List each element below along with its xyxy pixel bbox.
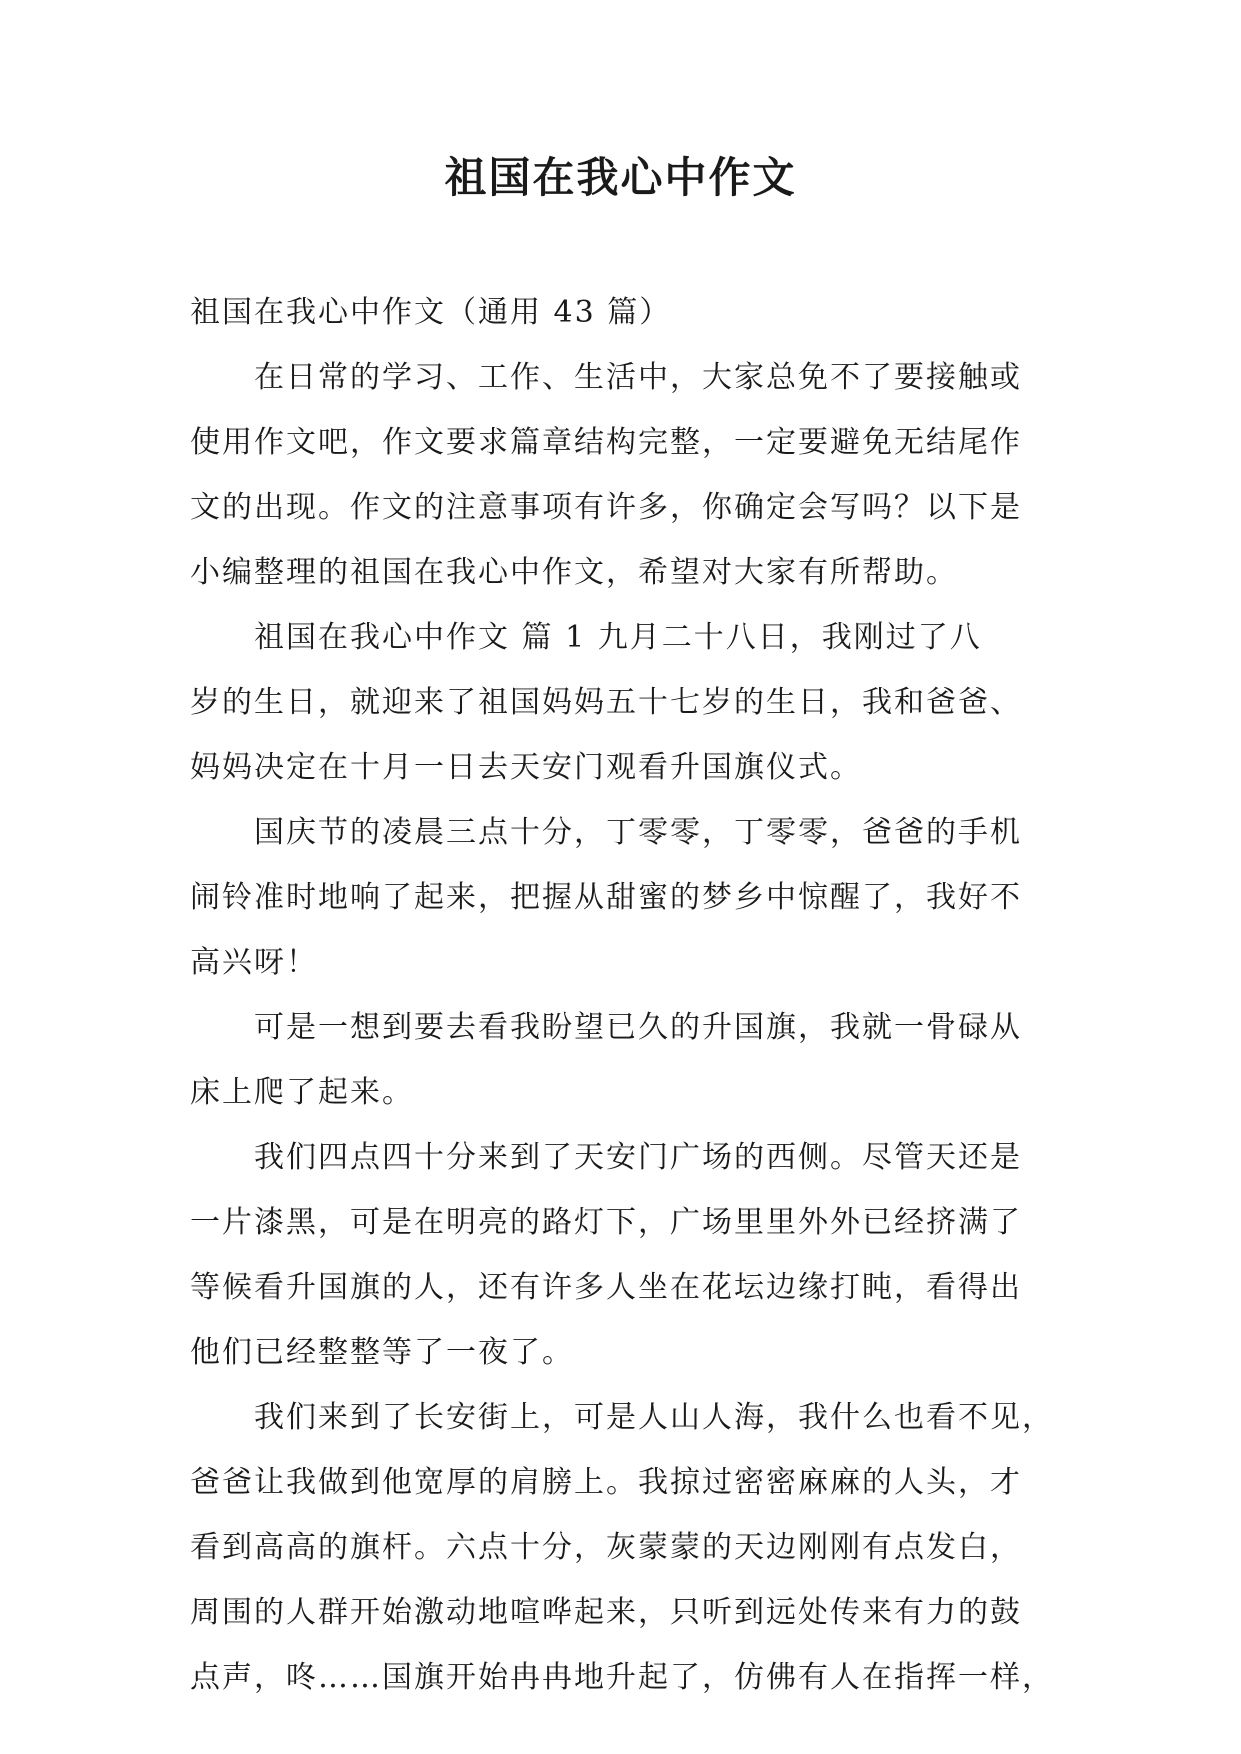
text-line: 等候看升国旗的人，还有许多人坐在花坛边缘打盹，看得出 bbox=[190, 1270, 1022, 1305]
text-line: 闹铃准时地响了起来，把握从甜蜜的梦乡中惊醒了，我好不 bbox=[190, 880, 1022, 915]
text-line: 在日常的学习、工作、生活中，大家总免不了要接触或 bbox=[254, 360, 1022, 395]
text-line: 可是一想到要去看我盼望已久的升国旗，我就一骨碌从 bbox=[254, 1010, 1022, 1045]
text-line: 点声，咚……国旗开始冉冉地升起了，仿佛有人在指挥一样， bbox=[190, 1660, 1054, 1695]
text-line: 我们来到了长安街上，可是人山人海，我什么也看不见， bbox=[254, 1400, 1054, 1435]
document-title: 祖国在我心中作文 bbox=[444, 153, 797, 202]
text-line: 岁的生日，就迎来了祖国妈妈五十七岁的生日，我和爸爸、 bbox=[190, 685, 1022, 720]
text-line: 我们四点四十分来到了天安门广场的西侧。尽管天还是 bbox=[254, 1140, 1022, 1175]
text-line: 祖国在我心中作文（通用 43 篇） bbox=[190, 295, 672, 330]
text-line: 妈妈决定在十月一日去天安门观看升国旗仪式。 bbox=[190, 750, 862, 785]
text-line: 高兴呀！ bbox=[190, 945, 318, 980]
text-line: 床上爬了起来。 bbox=[190, 1075, 414, 1110]
text-line: 一片漆黑，可是在明亮的路灯下，广场里里外外已经挤满了 bbox=[190, 1205, 1022, 1240]
text-line: 他们已经整整等了一夜了。 bbox=[190, 1335, 574, 1370]
document-body bbox=[190, 280, 1054, 1710]
text-line: 使用作文吧，作文要求篇章结构完整，一定要避免无结尾作 bbox=[190, 425, 1022, 460]
text-line: 看到高高的旗杆。六点十分，灰蒙蒙的天边刚刚有点发白， bbox=[190, 1530, 1022, 1565]
text-line: 祖国在我心中作文 篇 1 九月二十八日，我刚过了八 bbox=[254, 620, 982, 655]
text-line: 国庆节的凌晨三点十分，丁零零，丁零零，爸爸的手机 bbox=[254, 815, 1022, 850]
text-line: 爸爸让我做到他宽厚的肩膀上。我掠过密密麻麻的人头，才 bbox=[190, 1465, 1022, 1500]
text-line: 周围的人群开始激动地喧哗起来，只听到远处传来有力的鼓 bbox=[190, 1595, 1022, 1630]
text-line: 小编整理的祖国在我心中作文，希望对大家有所帮助。 bbox=[190, 555, 958, 590]
text-line: 文的出现。作文的注意事项有许多，你确定会写吗？以下是 bbox=[190, 490, 1022, 525]
